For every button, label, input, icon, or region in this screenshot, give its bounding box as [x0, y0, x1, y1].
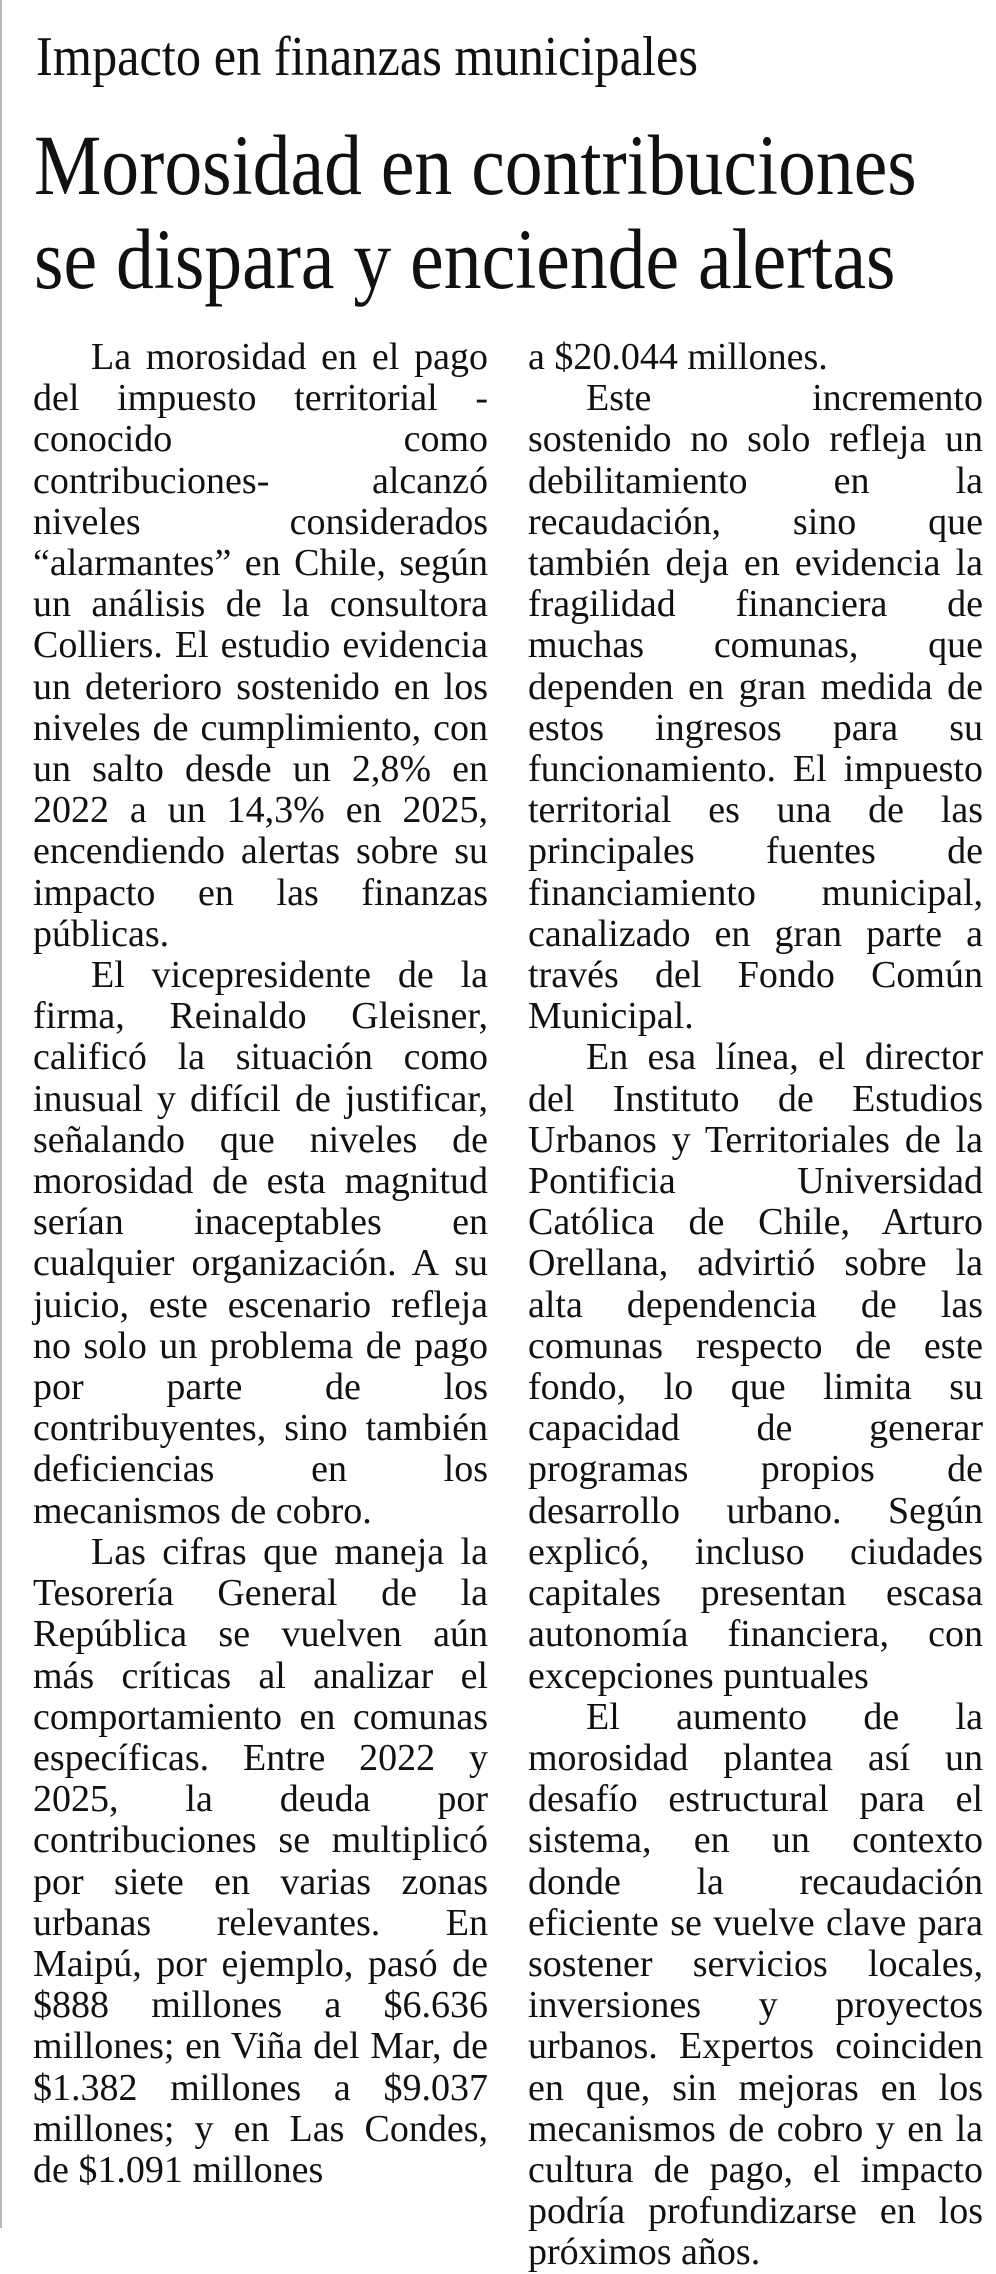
paragraph-3: Las cifras que maneja la Tesorería General de la República se vuelven aún más críticas al analizar el comportamiento en comunas específicas. Entre 2022 y 2025, la deuda por contribuciones se multiplicó por siete en varias zonas urbanas relevantes. En Maipú, por ejemplo, pasó de $888 millones a $6.636 millones; en Viña del Mar, de $1.382 millones a $9.037 millones; y en Las Condes, de $1.091 millones — [33, 1530, 488, 2191]
paragraph-4: Este incremento sostenido no solo refleja un debilitamiento en la recaudación, sino que también deja en evidencia la fragilidad financiera de muchas comunas, que dependen en gran medida de estos ingresos para su funcionamiento. El impuesto territorial es una de las principales fuentes de financiamiento municipal, canalizado en gran parte a través del Fondo Común Municipal. — [528, 377, 983, 1038]
headline — [34, 118, 949, 306]
paragraph-6: El aumento de la morosidad plantea así un desafío estructural para el sistema, en un contexto donde la recaudación eficiente se vuelve clave para sostener servicios locales, inversiones y proyectos urbanos. Expertos coinciden en que, sin mejoras en los mecanismos de cobro y en la cultura de pago, el impacto podría profundizarse en los próximos años. — [528, 1695, 983, 2274]
headline-line-1: Morosidad en contribuciones — [34, 117, 917, 213]
paragraph-3-continued: a $20.044 millones. — [528, 336, 828, 378]
headline-line-2: se dispara y enciende alertas — [34, 211, 896, 307]
column-left — [33, 337, 488, 2191]
paragraph-2: El vicepresidente de la firma, Reinaldo Gleisner, calificó la situación como inusual y difícil de justificar, señalando que niveles de morosidad de esta magnitud serían inaceptables en cualquier organización. A su juicio, este escenario refleja no solo un problema de pago por parte de los contribuyentes, sino también deficiencias en los mecanismos de cobro. — [33, 954, 488, 1532]
paragraph-1: La morosidad en el pago del impuesto territorial -conocido como contribuciones- alcanzó niveles considerados “alarmantes” en Chile, según un análisis de la consultora Colliers. El estudio evidencia un deterioro sostenido en los niveles de cumplimiento, con un salto desde un 2,8% en 2022 a un 14,3% en 2025, encendiendo alertas sobre su impacto en las finanzas públicas. — [33, 336, 488, 955]
paragraph-5: En esa línea, el director del Instituto de Estudios Urbanos y Territoriales de la Pontificia Universidad Católica de Chile, Arturo Orellana, advirtió sobre la alta dependencia de las comunas respecto de este fondo, lo que limita su capacidad de generar programas propios de desarrollo urbano. Según explicó, incluso ciudades capitales presentan escasa autonomía financiera, con excepciones puntuales — [528, 1036, 983, 1697]
kicker: Impacto en finanzas municipales — [36, 26, 698, 88]
column-right — [528, 337, 983, 2274]
